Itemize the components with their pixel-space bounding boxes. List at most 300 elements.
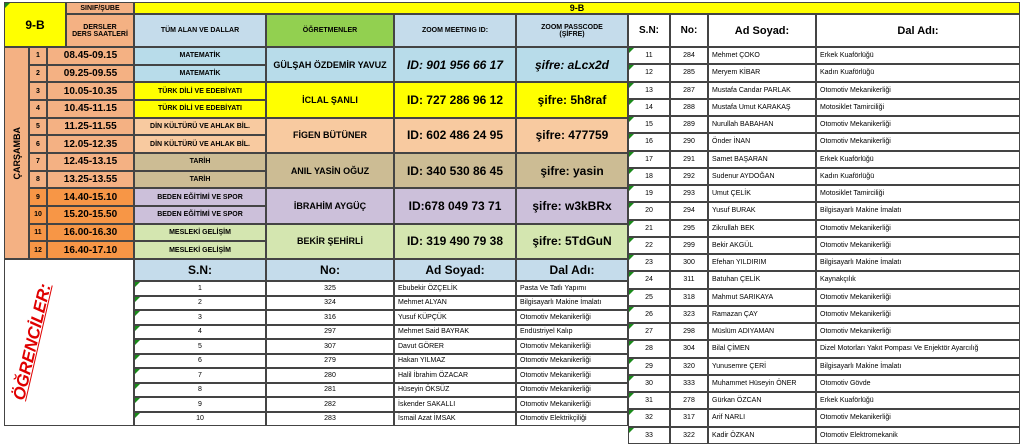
student-sn[interactable]: [134, 281, 266, 296]
student-no[interactable]: [670, 289, 708, 306]
student-name[interactable]: [394, 296, 516, 311]
student-no[interactable]: [266, 339, 394, 354]
day-label[interactable]: [4, 47, 29, 259]
student-name-text: İsmail Azat İMSAK: [398, 415, 456, 423]
meeting-id-cell[interactable]: [394, 153, 516, 188]
subject-cell[interactable]: [134, 241, 266, 259]
student-no[interactable]: [670, 133, 708, 150]
student-sn[interactable]: [628, 151, 670, 168]
sinif-sube-header-text: SINIF/ŞUBE: [80, 4, 120, 12]
student-no-text: 317: [683, 414, 695, 422]
student-sn[interactable]: [628, 168, 670, 185]
student-sn-text: 27: [645, 328, 653, 336]
student-name[interactable]: [708, 82, 816, 99]
subject-cell[interactable]: [134, 82, 266, 100]
student-no[interactable]: [670, 254, 708, 271]
class-label[interactable]: [4, 2, 66, 47]
student-no-text: 299: [683, 241, 695, 249]
student-sn-text: 23: [645, 259, 653, 267]
period-number[interactable]: [29, 82, 47, 100]
teacher-cell[interactable]: [266, 118, 394, 153]
student-name[interactable]: [394, 325, 516, 340]
zoom-pass-text: (ŞİFRE): [559, 30, 585, 38]
student-dal[interactable]: [516, 296, 628, 311]
student-no-text: 280: [324, 371, 336, 379]
student-no-text: 284: [683, 52, 695, 60]
student-name[interactable]: [708, 168, 816, 185]
student-no[interactable]: [670, 358, 708, 375]
period-number-text: 12: [34, 246, 42, 254]
student-no[interactable]: [266, 325, 394, 340]
student-no[interactable]: [670, 427, 708, 444]
student-name-text: Hakan YILMAZ: [398, 357, 446, 365]
student-no-text: 279: [324, 357, 336, 365]
student-no-text: 318: [683, 293, 695, 301]
student-no[interactable]: [670, 409, 708, 426]
teacher-cell-text: BEKİR ŞEHİRLİ: [296, 236, 363, 247]
student-name[interactable]: [394, 368, 516, 383]
student-dal[interactable]: [816, 47, 1020, 64]
period-number-text: 3: [36, 87, 40, 95]
student-dal[interactable]: [816, 64, 1020, 81]
student-sn[interactable]: [628, 99, 670, 116]
period-number[interactable]: [29, 65, 47, 83]
period-time[interactable]: [47, 135, 134, 153]
period-number[interactable]: [29, 206, 47, 224]
student-sn[interactable]: [628, 82, 670, 99]
header-tum-alan-text: TÜM ALAN VE DALLAR: [160, 27, 240, 34]
teacher-cell[interactable]: [266, 188, 394, 223]
student-sn[interactable]: [628, 47, 670, 64]
student-no[interactable]: [670, 82, 708, 99]
student-no-text: 320: [683, 362, 695, 370]
sinif-sube-header[interactable]: [66, 2, 134, 14]
student-name[interactable]: [708, 306, 816, 323]
meeting-id-cell-text: ID:678 049 73 71: [408, 198, 502, 213]
header-no-left[interactable]: [266, 259, 394, 281]
student-sn-text: 9: [198, 400, 202, 408]
student-sn[interactable]: [628, 323, 670, 340]
period-number-text: 11: [34, 228, 42, 236]
header-dal-adi-left[interactable]: [516, 259, 628, 281]
header-dal-adi-left-text: Dal Adı:: [549, 263, 595, 277]
student-no[interactable]: [670, 185, 708, 202]
teacher-cell[interactable]: [266, 82, 394, 117]
student-sn-text: 11: [645, 52, 653, 60]
header-ad-soyad-left-text: Ad Soyad:: [425, 263, 485, 277]
student-name-text: Mustafa Candar PARLAK: [712, 86, 791, 94]
header-ad-soyad-left[interactable]: [394, 259, 516, 281]
subject-cell[interactable]: [134, 188, 266, 206]
student-no[interactable]: [670, 168, 708, 185]
student-dal-text: Kadın Kuaförlüğü: [820, 172, 875, 180]
meeting-id-cell-text: ID: 319 490 79 38: [406, 234, 504, 249]
student-dal[interactable]: [816, 168, 1020, 185]
student-name-text: Hüseyin ÖKSÜZ: [398, 386, 450, 394]
student-sn[interactable]: [134, 412, 266, 427]
period-time-text: 14.40-15.10: [63, 191, 118, 203]
student-no-text: 304: [683, 345, 695, 353]
student-dal-text: Otomotiv Mekanikerliği: [820, 293, 891, 301]
student-no[interactable]: [670, 237, 708, 254]
student-name[interactable]: [708, 116, 816, 133]
student-dal[interactable]: [516, 397, 628, 412]
student-sn[interactable]: [134, 354, 266, 369]
student-dal[interactable]: [816, 185, 1020, 202]
period-number-text: 10: [34, 211, 42, 219]
teacher-cell[interactable]: [266, 224, 394, 259]
subject-cell[interactable]: [134, 135, 266, 153]
student-sn-text: 33: [645, 431, 653, 439]
student-sn[interactable]: [134, 368, 266, 383]
student-name-text: Müslüm ADIYAMAN: [712, 328, 775, 336]
student-no[interactable]: [266, 354, 394, 369]
student-no[interactable]: [670, 202, 708, 219]
student-dal[interactable]: [816, 306, 1020, 323]
subject-cell[interactable]: [134, 118, 266, 136]
meeting-id-cell-text: ID: 340 530 86 45: [406, 163, 504, 178]
period-number[interactable]: [29, 100, 47, 118]
student-dal-text: Erkek Kuaförlüğü: [820, 397, 874, 405]
period-number[interactable]: [29, 47, 47, 65]
subject-cell-text: MESLEKİ GELİŞİM: [169, 228, 231, 236]
student-sn[interactable]: [628, 202, 670, 219]
period-time[interactable]: [47, 65, 134, 83]
student-dal[interactable]: [816, 392, 1020, 409]
student-dal[interactable]: [816, 151, 1020, 168]
passcode-cell[interactable]: [516, 188, 628, 223]
student-no-text: 316: [324, 313, 336, 321]
student-name-text: Mehmet ÇOKO: [712, 52, 760, 60]
student-dal-text: Dizel Motorları Yakıt Pompası Ve Enjektör Ayarcılığ: [820, 345, 979, 353]
student-name-text: Mustafa Umut KARAKAŞ: [712, 103, 791, 111]
subject-cell[interactable]: [134, 153, 266, 171]
student-dal[interactable]: [516, 412, 628, 427]
period-time-text: 16.40-17.10: [63, 244, 118, 256]
student-dal[interactable]: [516, 310, 628, 325]
student-sn[interactable]: [628, 116, 670, 133]
student-sn[interactable]: [628, 64, 670, 81]
meeting-id-cell[interactable]: [394, 224, 516, 259]
student-name-text: Yusuf KÜPÇÜK: [398, 313, 447, 321]
period-time[interactable]: [47, 118, 134, 136]
header-zoom-pass[interactable]: [516, 14, 628, 47]
student-sn[interactable]: [628, 392, 670, 409]
period-number[interactable]: [29, 118, 47, 136]
header-sn-right-text: S.N:: [639, 25, 659, 36]
student-no[interactable]: [670, 99, 708, 116]
subject-cell[interactable]: [134, 171, 266, 189]
student-sn[interactable]: [134, 325, 266, 340]
student-sn[interactable]: [134, 339, 266, 354]
student-no[interactable]: [266, 281, 394, 296]
student-dal-text: Otomotiv Mekanikerliği: [520, 313, 591, 321]
student-sn-text: 31: [645, 397, 653, 405]
student-dal[interactable]: [816, 133, 1020, 150]
student-sn-text: 10: [196, 415, 204, 423]
subject-cell[interactable]: [134, 47, 266, 65]
header-zoom-id[interactable]: [394, 14, 516, 47]
student-name-text: Halil İbrahim ÖZACAR: [398, 371, 469, 379]
student-dal[interactable]: [516, 339, 628, 354]
period-number[interactable]: [29, 171, 47, 189]
passcode-cell[interactable]: [516, 224, 628, 259]
student-sn-text: 8: [198, 386, 202, 394]
subject-cell-text: TÜRK DİLİ VE EDEBİYATI: [157, 87, 242, 95]
passcode-cell-text: şifre: yasin: [540, 163, 604, 178]
student-dal-text: Bilgisayarlı Makine İmalatı: [820, 207, 902, 215]
student-sn[interactable]: [628, 289, 670, 306]
header-ad-soyad-right[interactable]: [708, 14, 816, 47]
student-name[interactable]: [708, 375, 816, 392]
student-name[interactable]: [708, 427, 816, 444]
student-name[interactable]: [708, 392, 816, 409]
student-name[interactable]: [708, 151, 816, 168]
student-name[interactable]: [708, 271, 816, 288]
student-name-text: Sudenur AYDOĞAN: [712, 172, 775, 180]
student-no-text: 288: [683, 103, 695, 111]
student-dal-text: Motosiklet Tamirciliği: [820, 103, 885, 111]
student-dal[interactable]: [516, 383, 628, 398]
student-sn[interactable]: [134, 296, 266, 311]
meeting-id-cell[interactable]: [394, 47, 516, 82]
student-dal[interactable]: [816, 375, 1020, 392]
student-dal-text: Otomotiv Mekanikerliği: [520, 386, 591, 394]
student-name[interactable]: [708, 340, 816, 357]
header-dal-adi-right-text: Dal Adı:: [897, 24, 939, 37]
student-name[interactable]: [708, 358, 816, 375]
student-name-text: Ebubekir ÖZÇELİK: [398, 284, 458, 292]
student-sn[interactable]: [134, 383, 266, 398]
student-no[interactable]: [266, 296, 394, 311]
student-sn[interactable]: [628, 271, 670, 288]
day-label-text: ÇARŞAMBA: [11, 126, 22, 180]
meeting-id-cell[interactable]: [394, 188, 516, 223]
student-name[interactable]: [708, 99, 816, 116]
student-name[interactable]: [708, 289, 816, 306]
period-number[interactable]: [29, 224, 47, 242]
student-name[interactable]: [708, 237, 816, 254]
ders-saatleri-header[interactable]: [66, 14, 134, 47]
student-no-text: 307: [324, 342, 336, 350]
header-no-right-text: No:: [680, 25, 698, 36]
student-sn[interactable]: [628, 220, 670, 237]
student-dal[interactable]: [816, 99, 1020, 116]
student-sn[interactable]: [628, 306, 670, 323]
meeting-id-cell[interactable]: [394, 82, 516, 117]
student-dal[interactable]: [816, 237, 1020, 254]
student-name[interactable]: [708, 220, 816, 237]
student-name[interactable]: [708, 133, 816, 150]
student-no[interactable]: [670, 306, 708, 323]
student-dal-text: Otomotiv Elektrikçiliği: [520, 415, 587, 423]
student-sn-text: 2: [198, 299, 202, 307]
student-dal[interactable]: [816, 116, 1020, 133]
student-dal[interactable]: [516, 368, 628, 383]
student-dal[interactable]: [816, 340, 1020, 357]
header-ogretmenler[interactable]: [266, 14, 394, 47]
student-dal[interactable]: [816, 409, 1020, 426]
passcode-cell[interactable]: [516, 153, 628, 188]
period-time[interactable]: [47, 47, 134, 65]
student-no-text: 287: [683, 86, 695, 94]
header-dal-adi-right[interactable]: [816, 14, 1020, 47]
passcode-cell-text: şifre: 5TdGuN: [532, 234, 612, 249]
student-name[interactable]: [708, 254, 816, 271]
teacher-cell[interactable]: [266, 47, 394, 82]
student-sn[interactable]: [628, 185, 670, 202]
student-dal-text: Otomotiv Mekanikerliği: [520, 400, 591, 408]
header-ad-soyad-right-text: Ad Soyad:: [734, 24, 790, 37]
student-name[interactable]: [394, 310, 516, 325]
period-time[interactable]: [47, 153, 134, 171]
student-dal[interactable]: [516, 325, 628, 340]
student-name-text: Ramazan ÇAY: [712, 310, 758, 318]
student-name[interactable]: [394, 339, 516, 354]
student-name[interactable]: [394, 281, 516, 296]
period-number-text: 6: [36, 140, 40, 148]
subject-cell-text: TARİH: [189, 175, 211, 183]
student-name[interactable]: [394, 412, 516, 427]
subject-cell[interactable]: [134, 206, 266, 224]
student-dal[interactable]: [816, 202, 1020, 219]
student-dal-text: Otomotiv Mekanikerliği: [820, 138, 891, 146]
title-bar[interactable]: [134, 2, 1020, 14]
period-number[interactable]: [29, 153, 47, 171]
subject-cell-text: TÜRK DİLİ VE EDEBİYATI: [157, 105, 242, 113]
period-time[interactable]: [47, 224, 134, 242]
student-no[interactable]: [670, 116, 708, 133]
student-dal[interactable]: [516, 281, 628, 296]
student-name[interactable]: [394, 354, 516, 369]
student-no[interactable]: [266, 310, 394, 325]
student-name[interactable]: [708, 323, 816, 340]
student-name[interactable]: [708, 47, 816, 64]
student-dal[interactable]: [816, 271, 1020, 288]
student-name[interactable]: [708, 64, 816, 81]
student-no[interactable]: [670, 220, 708, 237]
students-title-text: ÖĞRENCİLER:: [8, 281, 55, 402]
header-sn-left[interactable]: [134, 259, 266, 281]
header-no-right[interactable]: [670, 14, 708, 47]
student-sn[interactable]: [628, 254, 670, 271]
student-dal[interactable]: [816, 427, 1020, 444]
student-sn[interactable]: [628, 375, 670, 392]
student-sn[interactable]: [134, 310, 266, 325]
passcode-cell[interactable]: [516, 82, 628, 117]
period-number[interactable]: [29, 188, 47, 206]
student-no[interactable]: [670, 271, 708, 288]
student-dal[interactable]: [816, 358, 1020, 375]
student-sn-text: 3: [198, 313, 202, 321]
student-no[interactable]: [670, 47, 708, 64]
student-sn[interactable]: [628, 340, 670, 357]
student-name[interactable]: [394, 397, 516, 412]
student-dal[interactable]: [816, 254, 1020, 271]
period-number[interactable]: [29, 241, 47, 259]
student-name-text: Samet BAŞARAN: [712, 155, 768, 163]
teacher-cell-text: İCLAL ŞANLI: [302, 94, 358, 105]
student-dal-text: Otomotiv Mekanikerliği: [820, 414, 891, 422]
student-dal[interactable]: [516, 354, 628, 369]
student-dal[interactable]: [816, 289, 1020, 306]
header-sn-right[interactable]: [628, 14, 670, 47]
period-number-text: 9: [36, 193, 40, 201]
student-dal[interactable]: [816, 220, 1020, 237]
student-no[interactable]: [670, 340, 708, 357]
student-no[interactable]: [266, 412, 394, 427]
student-name[interactable]: [394, 383, 516, 398]
subject-cell[interactable]: [134, 100, 266, 118]
student-sn[interactable]: [628, 358, 670, 375]
header-no-left-text: No:: [320, 263, 340, 277]
student-no[interactable]: [670, 151, 708, 168]
teacher-cell-text: FİGEN BÜTÜNER: [293, 130, 367, 141]
period-time[interactable]: [47, 206, 134, 224]
student-no-text: 285: [683, 69, 695, 77]
period-time[interactable]: [47, 241, 134, 259]
student-no[interactable]: [670, 64, 708, 81]
student-sn-text: 30: [645, 379, 653, 387]
student-sn-text: 16: [645, 138, 653, 146]
header-sn-left-text: S.N:: [188, 263, 212, 277]
student-sn-text: 19: [645, 190, 653, 198]
student-name[interactable]: [708, 409, 816, 426]
student-sn-text: 28: [645, 345, 653, 353]
student-no-text: 281: [324, 386, 336, 394]
teacher-cell[interactable]: [266, 153, 394, 188]
meeting-id-cell[interactable]: [394, 118, 516, 153]
period-time[interactable]: [47, 188, 134, 206]
student-sn[interactable]: [628, 409, 670, 426]
student-no-text: 291: [683, 155, 695, 163]
header-tum-alan[interactable]: [134, 14, 266, 47]
student-sn[interactable]: [134, 397, 266, 412]
student-sn[interactable]: [628, 237, 670, 254]
student-dal[interactable]: [816, 323, 1020, 340]
student-name-text: Önder İNAN: [712, 138, 751, 146]
meeting-id-cell-text: ID: 901 956 66 17: [406, 57, 504, 72]
student-no[interactable]: [266, 397, 394, 412]
student-sn-text: 22: [645, 241, 653, 249]
student-name-text: Yusuf BURAK: [712, 207, 756, 215]
subject-cell[interactable]: [134, 65, 266, 83]
student-no[interactable]: [670, 323, 708, 340]
period-time[interactable]: [47, 171, 134, 189]
student-no[interactable]: [266, 383, 394, 398]
period-time[interactable]: [47, 82, 134, 100]
zoom-pass-text: ZOOM PASSCODE: [541, 23, 603, 31]
student-dal-text: Otomotiv Mekanikerliği: [520, 357, 591, 365]
student-name[interactable]: [708, 185, 816, 202]
student-dal[interactable]: [816, 82, 1020, 99]
subject-cell[interactable]: [134, 224, 266, 242]
student-sn-text: 15: [645, 121, 653, 129]
passcode-cell[interactable]: [516, 118, 628, 153]
student-sn[interactable]: [628, 427, 670, 444]
student-no[interactable]: [266, 368, 394, 383]
passcode-cell-text: şifre: aLcx2d: [534, 57, 610, 72]
period-time[interactable]: [47, 100, 134, 118]
passcode-cell[interactable]: [516, 47, 628, 82]
student-no[interactable]: [670, 392, 708, 409]
student-no[interactable]: [670, 375, 708, 392]
period-number[interactable]: [29, 135, 47, 153]
student-no-text: 325: [324, 284, 336, 292]
student-sn[interactable]: [628, 133, 670, 150]
period-time-text: 16.00-16.30: [63, 226, 118, 238]
student-name[interactable]: [708, 202, 816, 219]
